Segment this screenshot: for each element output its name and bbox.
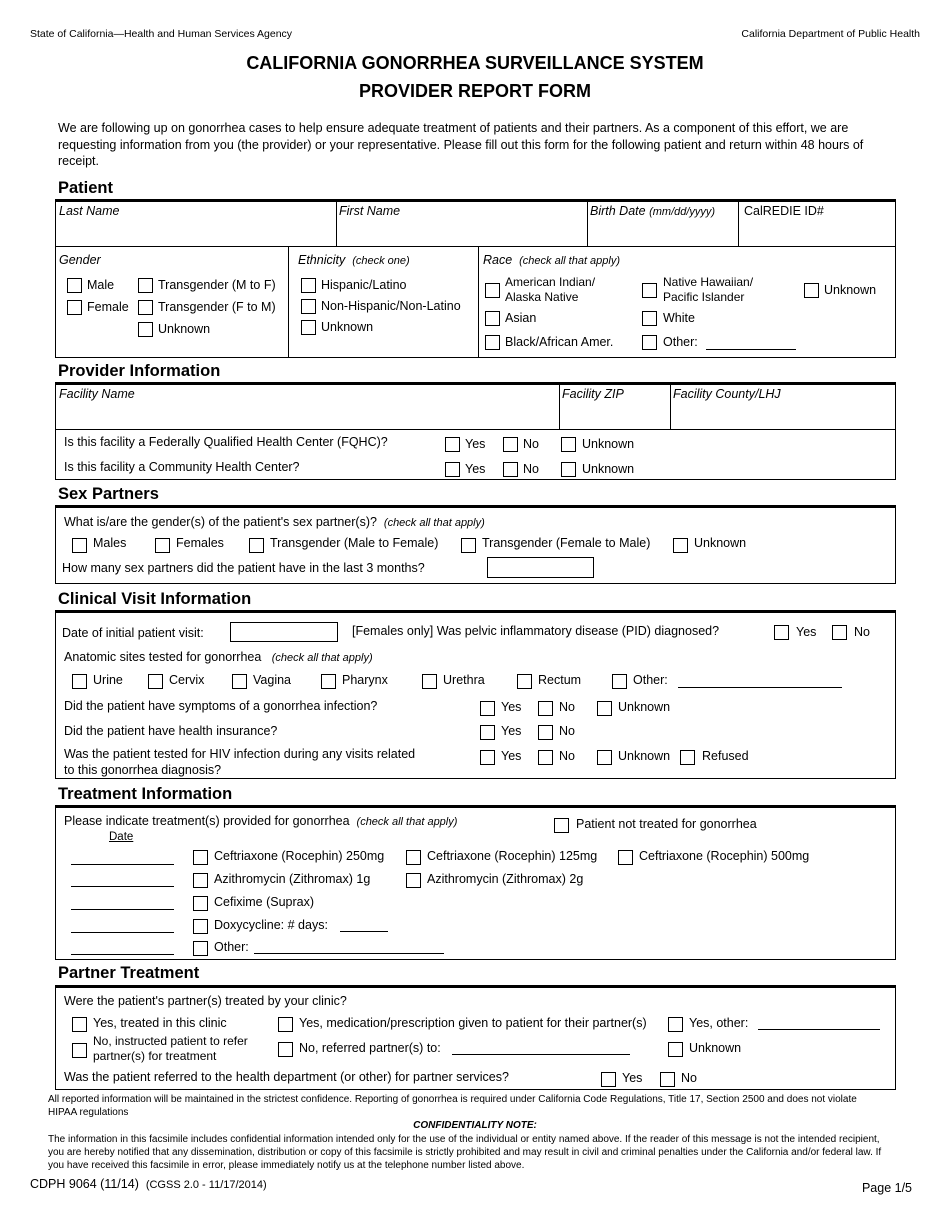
- hiv-unknown-checkbox[interactable]: [597, 750, 612, 765]
- clinical-box: [55, 610, 896, 779]
- symptoms-unknown-label: Unknown: [618, 700, 671, 714]
- treatment-date-header: Date: [109, 831, 134, 843]
- calredie-id-label: CalREDIE ID#: [744, 204, 824, 218]
- gender-unknown-label: Unknown: [158, 322, 211, 336]
- cef125-label: Ceftriaxone (Rocephin) 125mg: [427, 849, 598, 863]
- form-title: CALIFORNIA GONORRHEA SURVEILLANCE SYSTEM: [246, 53, 704, 73]
- partner-tmf-checkbox[interactable]: [249, 538, 264, 553]
- ethnicity-unknown-checkbox[interactable]: [301, 320, 316, 335]
- gender-tfm-label: Transgender (F to M): [158, 300, 276, 314]
- symptoms-unknown-checkbox[interactable]: [597, 701, 612, 716]
- hiv-yes-checkbox[interactable]: [480, 750, 495, 765]
- partner-yes-other-checkbox[interactable]: [668, 1017, 683, 1032]
- ethnicity-hispanic-label: Hispanic/Latino: [321, 278, 407, 292]
- race-american-indian-label: American Indian/ Alaska Native: [505, 275, 596, 304]
- partner-unknown-label: Unknown: [694, 536, 747, 550]
- site-urine-label: Urine: [93, 673, 123, 687]
- ethnicity-label: Ethnicity (check one): [298, 253, 410, 267]
- site-cervix-checkbox[interactable]: [148, 674, 163, 689]
- confidentiality-note-title: CONFIDENTIALITY NOTE:: [413, 1120, 537, 1131]
- pid-question: [Females only] Was pelvic inflammatory disease (PID) diagnosed?: [352, 624, 720, 638]
- facility-name-label: Facility Name: [59, 387, 135, 401]
- cef500-label: Ceftriaxone (Rocephin) 500mg: [639, 849, 810, 863]
- treatment-date-field[interactable]: [71, 909, 174, 910]
- cef250-checkbox[interactable]: [193, 850, 208, 865]
- birth-date-label: Birth Date (mm/dd/yyyy): [590, 204, 716, 218]
- gender-unknown-checkbox[interactable]: [138, 322, 153, 337]
- insurance-yes-label: Yes: [501, 724, 522, 738]
- race-native-hawaiian-label: Native Hawaiian/ Pacific Islander: [663, 275, 754, 304]
- last-name-label: Last Name: [59, 204, 120, 218]
- partner-tfm-checkbox[interactable]: [461, 538, 476, 553]
- chc-question: Is this facility a Community Health Center?: [64, 460, 300, 474]
- treatment-date-field[interactable]: [71, 954, 174, 955]
- partner-unknown-label: Unknown: [689, 1041, 742, 1055]
- hiv-yes-label: Yes: [501, 749, 522, 763]
- patient-box: [55, 199, 896, 358]
- treatment-question: Please indicate treatment(s) provided for gonorrhea (check all that apply): [64, 814, 458, 828]
- fqhc-no-label: No: [523, 437, 539, 451]
- site-other-checkbox[interactable]: [612, 674, 627, 689]
- site-pharynx-label: Pharynx: [342, 673, 388, 687]
- race-other-label: Other:: [663, 335, 698, 349]
- azi2g-checkbox[interactable]: [406, 873, 421, 888]
- hd-referral-yes-label: Yes: [622, 1071, 643, 1085]
- chc-yes-checkbox[interactable]: [445, 462, 460, 477]
- confidentiality-note: The information in this facsimile includes confidential information intended only for the use of the individual or entity named above. If the reader of this message is not the intended recipient, you are hereby notified that any dissemination, distribution or copy of this facsimile is strictly prohibited and may result in civil and criminal penalties under the California and/or federal law. If you have received this facsimile in error, please immediately notify us at the telephone number listed above.: [48, 1134, 882, 1171]
- chc-yes-label: Yes: [465, 462, 486, 476]
- not-treated-checkbox[interactable]: [554, 818, 569, 833]
- not-treated-label: Patient not treated for gonorrhea: [576, 817, 757, 831]
- form-id: CDPH 9064 (11/14) (CGSS 2.0 - 11/17/2014): [30, 1177, 267, 1191]
- partner-tfm-label: Transgender (Female to Male): [482, 536, 651, 550]
- partner-unknown-checkbox[interactable]: [668, 1042, 683, 1057]
- hd-referral-question: Was the patient referred to the health department (or other) for partner services?: [64, 1070, 509, 1084]
- treatment-heading: Treatment Information: [58, 785, 233, 803]
- clinical-heading: Clinical Visit Information: [58, 590, 252, 608]
- ethnicity-hispanic-checkbox[interactable]: [301, 278, 316, 293]
- gender-female-checkbox[interactable]: [67, 300, 82, 315]
- race-american-indian-checkbox[interactable]: [485, 283, 500, 298]
- chc-no-label: No: [523, 462, 539, 476]
- provider-heading: Provider Information: [58, 362, 221, 380]
- symptoms-yes-label: Yes: [501, 700, 522, 714]
- chc-unknown-checkbox[interactable]: [561, 462, 576, 477]
- chc-no-checkbox[interactable]: [503, 462, 518, 477]
- patient-heading: Patient: [58, 179, 114, 197]
- hiv-no-checkbox[interactable]: [538, 750, 553, 765]
- site-vagina-checkbox[interactable]: [232, 674, 247, 689]
- gender-tmf-checkbox[interactable]: [138, 278, 153, 293]
- partner-yes-med-label: Yes, medication/prescription given to patient for their partner(s): [299, 1016, 647, 1030]
- cefixime-label: Cefixime (Suprax): [214, 895, 315, 909]
- race-black-label: Black/African Amer.: [505, 335, 614, 349]
- hiv-refused-checkbox[interactable]: [680, 750, 695, 765]
- cefixime-checkbox[interactable]: [193, 896, 208, 911]
- symptoms-yes-checkbox[interactable]: [480, 701, 495, 716]
- intro-text: We are following up on gonorrhea cases to help ensure adequate treatment of patients and their partners. As a component of this effort, we are requesting information from you (the provider) or your representative. Please fill out this form for the following patient and return within 48 hours of receipt.: [58, 121, 864, 168]
- symptoms-no-label: No: [559, 700, 575, 714]
- insurance-no-checkbox[interactable]: [538, 725, 553, 740]
- hd-referral-no-label: No: [681, 1071, 697, 1085]
- race-label: Race (check all that apply): [483, 253, 621, 267]
- race-other-checkbox[interactable]: [642, 335, 657, 350]
- azi2g-label: Azithromycin (Zithromax) 2g: [427, 872, 584, 886]
- fqhc-yes-checkbox[interactable]: [445, 437, 460, 452]
- cef125-checkbox[interactable]: [406, 850, 421, 865]
- confidentiality-statement: All reported information will be maintained in the strictest confidence. Reporting of gonorrhea is required under California Code Regulations, Title 17, Section 2500 and does not violate HIPAA regulations: [48, 1094, 857, 1118]
- symptoms-no-checkbox[interactable]: [538, 701, 553, 716]
- partner-no-referred-label: No, referred partner(s) to:: [299, 1041, 441, 1055]
- cef250-label: Ceftriaxone (Rocephin) 250mg: [214, 849, 385, 863]
- provider-box: [55, 382, 896, 480]
- race-unknown-checkbox[interactable]: [804, 283, 819, 298]
- doxycycline-label: Doxycycline: # days:: [214, 918, 328, 932]
- insurance-yes-checkbox[interactable]: [480, 725, 495, 740]
- site-urethra-label: Urethra: [443, 673, 485, 687]
- treatment-date-field[interactable]: [71, 886, 174, 887]
- site-urine-checkbox[interactable]: [72, 674, 87, 689]
- department-header: California Department of Public Health: [741, 28, 920, 40]
- gender-tmf-label: Transgender (M to F): [158, 278, 276, 292]
- gender-label: Gender: [59, 253, 101, 267]
- race-native-hawaiian-checkbox[interactable]: [642, 283, 657, 298]
- site-other-label: Other:: [633, 673, 668, 687]
- site-vagina-label: Vagina: [253, 673, 291, 687]
- insurance-question: Did the patient have health insurance?: [64, 724, 278, 738]
- partner-females-label: Females: [176, 536, 224, 550]
- cef500-checkbox[interactable]: [618, 850, 633, 865]
- partner-count-input[interactable]: [487, 557, 594, 578]
- partner-yes-other-label: Yes, other:: [689, 1016, 749, 1030]
- doxycycline-days-field[interactable]: [340, 931, 388, 932]
- partner-yes-other-field[interactable]: [758, 1029, 880, 1030]
- race-asian-label: Asian: [505, 311, 537, 325]
- hd-referral-no-checkbox[interactable]: [660, 1072, 675, 1087]
- pid-yes-label: Yes: [796, 625, 817, 639]
- site-cervix-label: Cervix: [169, 673, 205, 687]
- site-rectum-checkbox[interactable]: [517, 674, 532, 689]
- initial-visit-label: Date of initial patient visit:: [62, 626, 204, 640]
- fqhc-yes-label: Yes: [465, 437, 486, 451]
- agency-header: State of California—Health and Human Services Agency: [30, 28, 293, 40]
- first-name-label: First Name: [339, 204, 401, 218]
- site-rectum-label: Rectum: [538, 673, 582, 687]
- sex-partners-heading: Sex Partners: [58, 485, 159, 503]
- sex-partners-box: [55, 505, 896, 584]
- partner-treatment-heading: Partner Treatment: [58, 964, 200, 982]
- site-pharynx-checkbox[interactable]: [321, 674, 336, 689]
- treatment-other-label: Other:: [214, 940, 249, 954]
- partner-unknown-checkbox[interactable]: [673, 538, 688, 553]
- sites-question: Anatomic sites tested for gonorrhea (check all that apply): [64, 650, 373, 664]
- pid-yes-checkbox[interactable]: [774, 625, 789, 640]
- partner-treatment-box: [55, 985, 896, 1090]
- insurance-no-label: No: [559, 724, 575, 738]
- partner-gender-question: What is/are the gender(s) of the patient's sex partner(s)? (check all that apply): [64, 515, 485, 529]
- treatment-other-checkbox[interactable]: [193, 941, 208, 956]
- facility-county-label: Facility County/LHJ: [673, 387, 781, 401]
- partner-referred-to-field[interactable]: [452, 1054, 630, 1055]
- race-white-label: White: [663, 311, 695, 325]
- ethnicity-non-hispanic-label: Non-Hispanic/Non-Latino: [321, 299, 461, 313]
- partner-yes-clinic-checkbox[interactable]: [72, 1017, 87, 1032]
- pid-no-checkbox[interactable]: [832, 625, 847, 640]
- race-asian-checkbox[interactable]: [485, 311, 500, 326]
- pid-no-label: No: [854, 625, 870, 639]
- partner-no-instructed-checkbox[interactable]: [72, 1043, 87, 1058]
- doxycycline-checkbox[interactable]: [193, 919, 208, 934]
- race-white-checkbox[interactable]: [642, 311, 657, 326]
- form-subtitle: PROVIDER REPORT FORM: [358, 81, 591, 101]
- race-unknown-label: Unknown: [824, 283, 877, 297]
- azi1g-checkbox[interactable]: [193, 873, 208, 888]
- partner-treated-question: Were the patient's partner(s) treated by your clinic?: [64, 994, 347, 1008]
- partner-no-instructed-label: No, instructed patient to refer partner(s) for treatment: [93, 1034, 248, 1063]
- partner-males-label: Males: [93, 536, 127, 550]
- partner-yes-med-checkbox[interactable]: [278, 1017, 293, 1032]
- hiv-question: Was the patient tested for HIV infection during any visits related to this gonorrhea diagnosis?: [64, 747, 416, 777]
- fqhc-question: Is this facility a Federally Qualified Health Center (FQHC)?: [64, 435, 388, 449]
- azi1g-label: Azithromycin (Zithromax) 1g: [214, 872, 371, 886]
- race-black-checkbox[interactable]: [485, 335, 500, 350]
- treatment-other-field[interactable]: [254, 953, 444, 954]
- gender-female-label: Female: [87, 300, 129, 314]
- partner-yes-clinic-label: Yes, treated in this clinic: [93, 1016, 227, 1030]
- gender-male-label: Male: [87, 278, 115, 292]
- fqhc-no-checkbox[interactable]: [503, 437, 518, 452]
- fqhc-unknown-label: Unknown: [582, 437, 635, 451]
- treatment-box: [55, 805, 896, 960]
- ethnicity-non-hispanic-checkbox[interactable]: [301, 299, 316, 314]
- gender-tfm-checkbox[interactable]: [138, 300, 153, 315]
- fqhc-unknown-checkbox[interactable]: [561, 437, 576, 452]
- ethnicity-unknown-label: Unknown: [321, 320, 374, 334]
- treatment-date-field[interactable]: [71, 932, 174, 933]
- symptoms-question: Did the patient have symptoms of a gonorrhea infection?: [64, 699, 378, 713]
- page-number: Page 1/5: [861, 1181, 912, 1195]
- partner-count-question: How many sex partners did the patient have in the last 3 months?: [62, 561, 425, 575]
- facility-zip-label: Facility ZIP: [562, 387, 624, 401]
- partner-no-referred-checkbox[interactable]: [278, 1042, 293, 1057]
- race-other-field[interactable]: [706, 349, 796, 350]
- chc-unknown-label: Unknown: [582, 462, 635, 476]
- hiv-unknown-label: Unknown: [618, 749, 671, 763]
- gender-male-checkbox[interactable]: [67, 278, 82, 293]
- partner-tmf-label: Transgender (Male to Female): [270, 536, 439, 550]
- hiv-no-label: No: [559, 749, 575, 763]
- site-other-field[interactable]: [678, 687, 842, 688]
- hd-referral-yes-checkbox[interactable]: [601, 1072, 616, 1087]
- hiv-refused-label: Refused: [702, 749, 749, 763]
- treatment-date-field[interactable]: [71, 864, 174, 865]
- site-urethra-checkbox[interactable]: [422, 674, 437, 689]
- partner-males-checkbox[interactable]: [72, 538, 87, 553]
- partner-females-checkbox[interactable]: [155, 538, 170, 553]
- initial-visit-date-input[interactable]: [230, 622, 338, 642]
